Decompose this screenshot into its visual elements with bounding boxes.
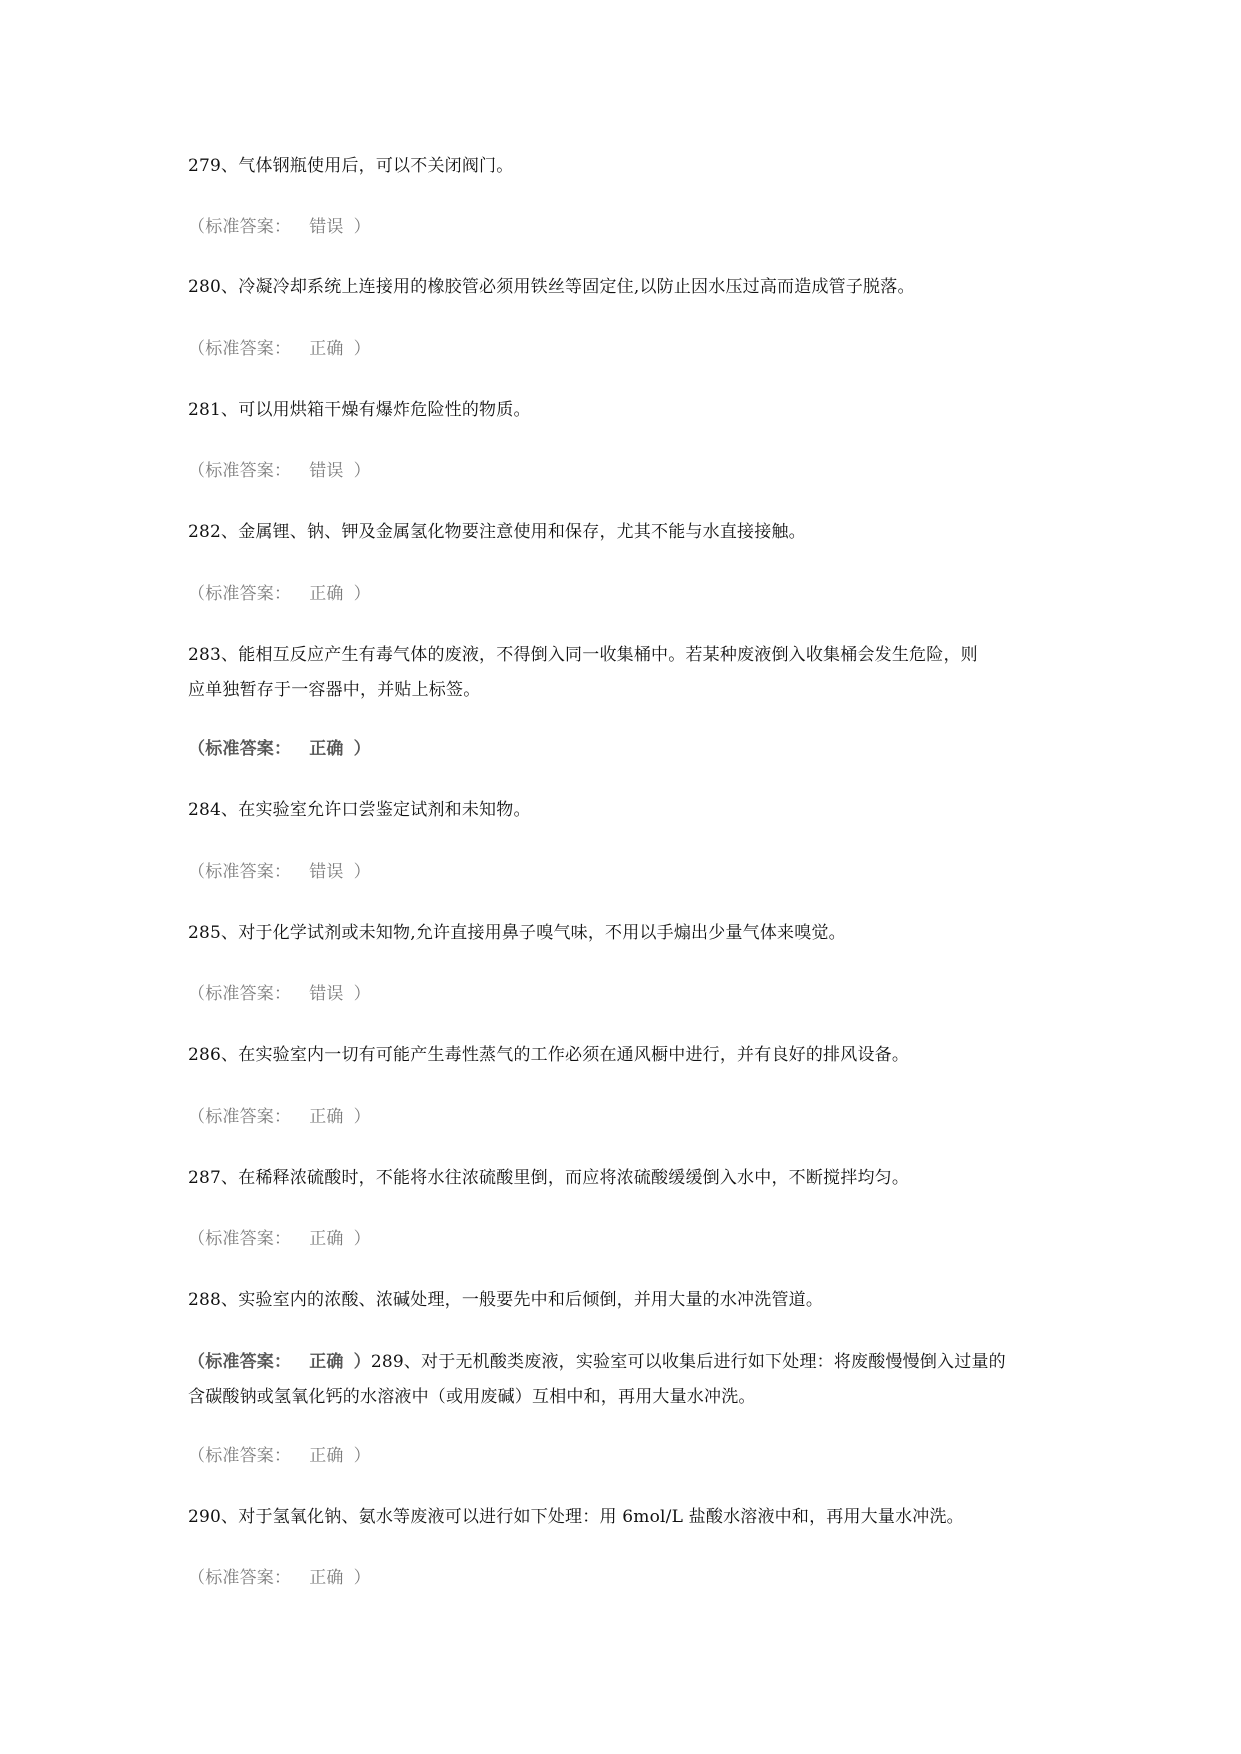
answer-286 — [188, 1099, 1068, 1135]
answer-283 — [188, 731, 1068, 767]
answer-label: （标准答案： — [188, 461, 292, 481]
answer-value: 正确 — [309, 1352, 344, 1372]
question-290: 290、对于氢氧化钠、氨水等废液可以进行如下处理：用 6mol/L 盐酸水溶液中和，再用大量水冲洗。 — [188, 1507, 964, 1527]
answer-label: （标准答案： — [188, 217, 292, 237]
answer-value: 正确 — [309, 1568, 344, 1588]
answer-label: （标准答案： — [188, 862, 292, 882]
answer-281 — [188, 453, 1068, 489]
answer-label: （标准答案： — [188, 1352, 292, 1372]
question-289-line2: 含碳酸钠或氢氧化钙的水溶液中（或用废碱）互相中和，再用大量水冲洗。 — [188, 1387, 756, 1407]
answer-close: ） — [353, 1446, 371, 1466]
answer-close: ） — [353, 584, 371, 604]
answer-287 — [188, 1221, 1068, 1257]
answer-label: （标准答案： — [188, 1568, 292, 1588]
answer-value: 正确 — [309, 1229, 344, 1249]
answer-value: 正确 — [309, 1446, 344, 1466]
answer-285 — [188, 976, 1068, 1012]
question-285: 285、对于化学试剂或未知物,允许直接用鼻子嗅气味，不用以手煽出少量气体来嗅觉。 — [188, 923, 846, 943]
question-283-line2: 应单独暂存于一容器中，并贴上标签。 — [188, 680, 481, 700]
answer-close: ） — [353, 739, 371, 759]
answer-close: ） — [353, 461, 371, 481]
question-289-line1: 289、对于无机酸类废液，实验室可以收集后进行如下处理：将废酸慢慢倒入过量的 — [370, 1352, 1006, 1372]
answer-label: （标准答案： — [188, 339, 292, 359]
answer-value: 错误 — [309, 461, 344, 481]
question-280: 280、冷凝冷却系统上连接用的橡胶管必须用铁丝等固定住,以防止因水压过高而造成管子脱落。 — [188, 277, 915, 297]
answer-label: （标准答案： — [188, 739, 292, 759]
question-279: 279、气体钢瓶使用后，可以不关闭阀门。 — [188, 156, 514, 176]
question-284: 284、在实验室允许口尝鉴定试剂和未知物。 — [188, 800, 531, 820]
question-287: 287、在稀释浓硫酸时，不能将水往浓硫酸里倒，而应将浓硫酸缓缓倒入水中，不断搅拌均匀。 — [188, 1168, 910, 1188]
answer-value: 错误 — [309, 217, 344, 237]
answer-value: 正确 — [309, 339, 344, 359]
answer-close: ） — [353, 1107, 371, 1127]
question-282: 282、金属锂、钠、钾及金属氢化物要注意使用和保存，尤其不能与水直接接触。 — [188, 522, 806, 542]
question-286: 286、在实验室内一切有可能产生毒性蒸气的工作必须在通风橱中进行，并有良好的排风设备。 — [188, 1045, 910, 1065]
answer-close: ） — [353, 862, 371, 882]
answer-value: 错误 — [309, 984, 344, 1004]
answer-close: ） — [353, 1568, 371, 1588]
answer-290 — [188, 1560, 1068, 1596]
answer-284 — [188, 854, 1068, 890]
answer-288-with-question-289 — [188, 1344, 1068, 1380]
answer-279 — [188, 209, 1068, 245]
answer-close: ） — [353, 1352, 371, 1372]
answer-label: （标准答案： — [188, 1107, 292, 1127]
answer-close: ） — [353, 217, 371, 237]
answer-close: ） — [353, 339, 371, 359]
answer-label: （标准答案： — [188, 1229, 292, 1249]
question-288: 288、实验室内的浓酸、浓碱处理，一般要先中和后倾倒，并用大量的水冲洗管道。 — [188, 1290, 824, 1310]
answer-value: 正确 — [309, 584, 344, 604]
answer-289 — [188, 1438, 1068, 1474]
answer-282 — [188, 576, 1068, 612]
answer-label: （标准答案： — [188, 584, 292, 604]
answer-label: （标准答案： — [188, 1446, 292, 1466]
answer-label: （标准答案： — [188, 984, 292, 1004]
question-281: 281、可以用烘箱干燥有爆炸危险性的物质。 — [188, 400, 531, 420]
answer-close: ） — [353, 1229, 371, 1249]
answer-value: 错误 — [309, 862, 344, 882]
answer-280 — [188, 331, 1068, 367]
answer-close: ） — [353, 984, 371, 1004]
question-283-line1: 283、能相互反应产生有毒气体的废液，不得倒入同一收集桶中。若某种废液倒入收集桶会发生危险，则 — [188, 645, 978, 665]
answer-288 — [188, 1352, 371, 1372]
answer-value: 正确 — [309, 739, 344, 759]
answer-value: 正确 — [309, 1107, 344, 1127]
